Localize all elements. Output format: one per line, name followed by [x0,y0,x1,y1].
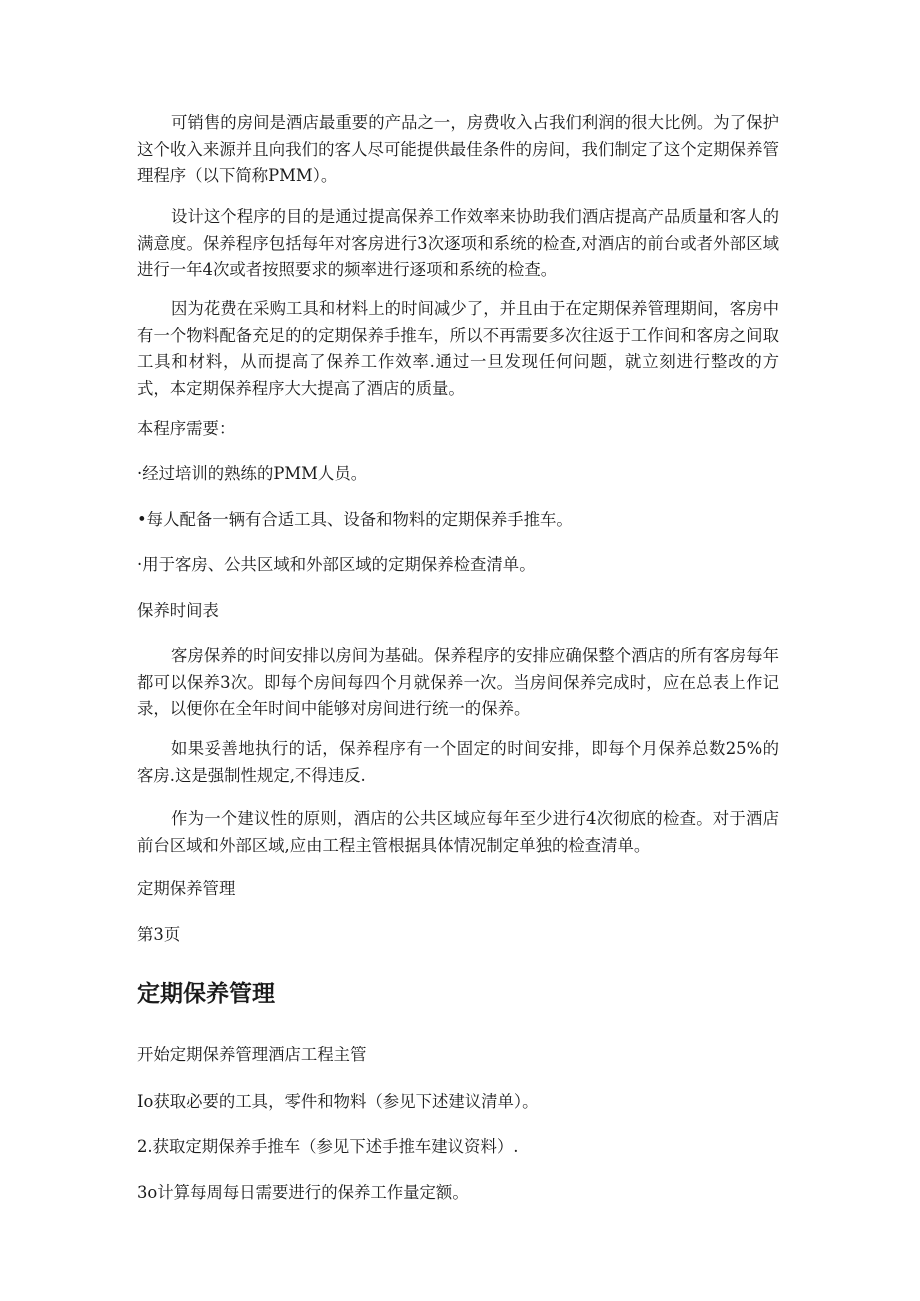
step-3: 3o计算每周每日需要进行的保养工作量定额。 [137,1183,469,1202]
section-subheading: 开始定期保养管理酒店工程主管 [137,1045,367,1064]
requirement-item-checklist: ·用于客房、公共区域和外部区域的定期保养检查清单。 [137,555,536,574]
section-heading: 定期保养管理 [137,980,275,1007]
step-2: 2.获取定期保养手推车（参见下述手推车建议资料）. [137,1137,519,1156]
requirement-item-staff: ·经过培训的熟练的PMM人员。 [137,464,368,483]
requirement-item-cart: •每人配备一辆有合适工具、设备和物料的定期保养手推车。 [137,510,573,529]
page-number: 第3页 [137,925,181,944]
schedule-title: 保养时间表 [137,601,219,620]
paragraph-fixed-schedule: 如果妥善地执行的话，保养程序有一个固定的时间安排，即每个月保养总数25%的客房.这是强制性规定,不得违反. [137,739,779,785]
paragraph-purpose: 设计这个程序的目的是通过提高保养工作效率来协助我们酒店提高产品质量和客人的满意度。保养程序包括每年对客房进行3次逐项和系统的检查,对酒店的前台或者外部区域进行一年4次或者按照要求的频率进行逐项和系统的检查。 [137,207,779,279]
running-title: 定期保养管理 [137,879,236,898]
paragraph-public-areas: 作为一个建议性的原则，酒店的公共区域应每年至少进行4次彻底的检查。对于酒店前台区域和外部区域,应由工程主管根据具体情况制定单独的检查清单。 [137,809,779,855]
paragraph-efficiency: 因为花费在采购工具和材料上的时间减少了，并且由于在定期保养管理期间，客房中有一个物料配备充足的的定期保养手推车，所以不再需要多次往返于工作间和客房之间取工具和材料，从而提高了保养工作效率.通过一旦发现任何问题，就立刻进行整改的方式，本定期保养程序大大提高了酒店的质量。 [137,299,779,398]
step-1: Io获取必要的工具，零件和物料（参见下述建议清单）。 [137,1092,539,1111]
paragraph-room-schedule: 客房保养的时间安排以房间为基础。保养程序的安排应确保整个酒店的所有客房每年都可以保养3次。即每个房间每四个月就保养一次。当房间保养完成时，应在总表上作记录，以便你在全年时间中能够对房间进行统一的保养。 [137,646,779,718]
paragraph-intro: 可销售的房间是酒店最重要的产品之一，房费收入占我们利润的很大比例。为了保护这个收入来源并且向我们的客人尽可能提供最佳条件的房间，我们制定了这个定期保养管理程序（以下简称PMM）。 [137,113,779,185]
requirements-intro: 本程序需要： [137,419,236,438]
